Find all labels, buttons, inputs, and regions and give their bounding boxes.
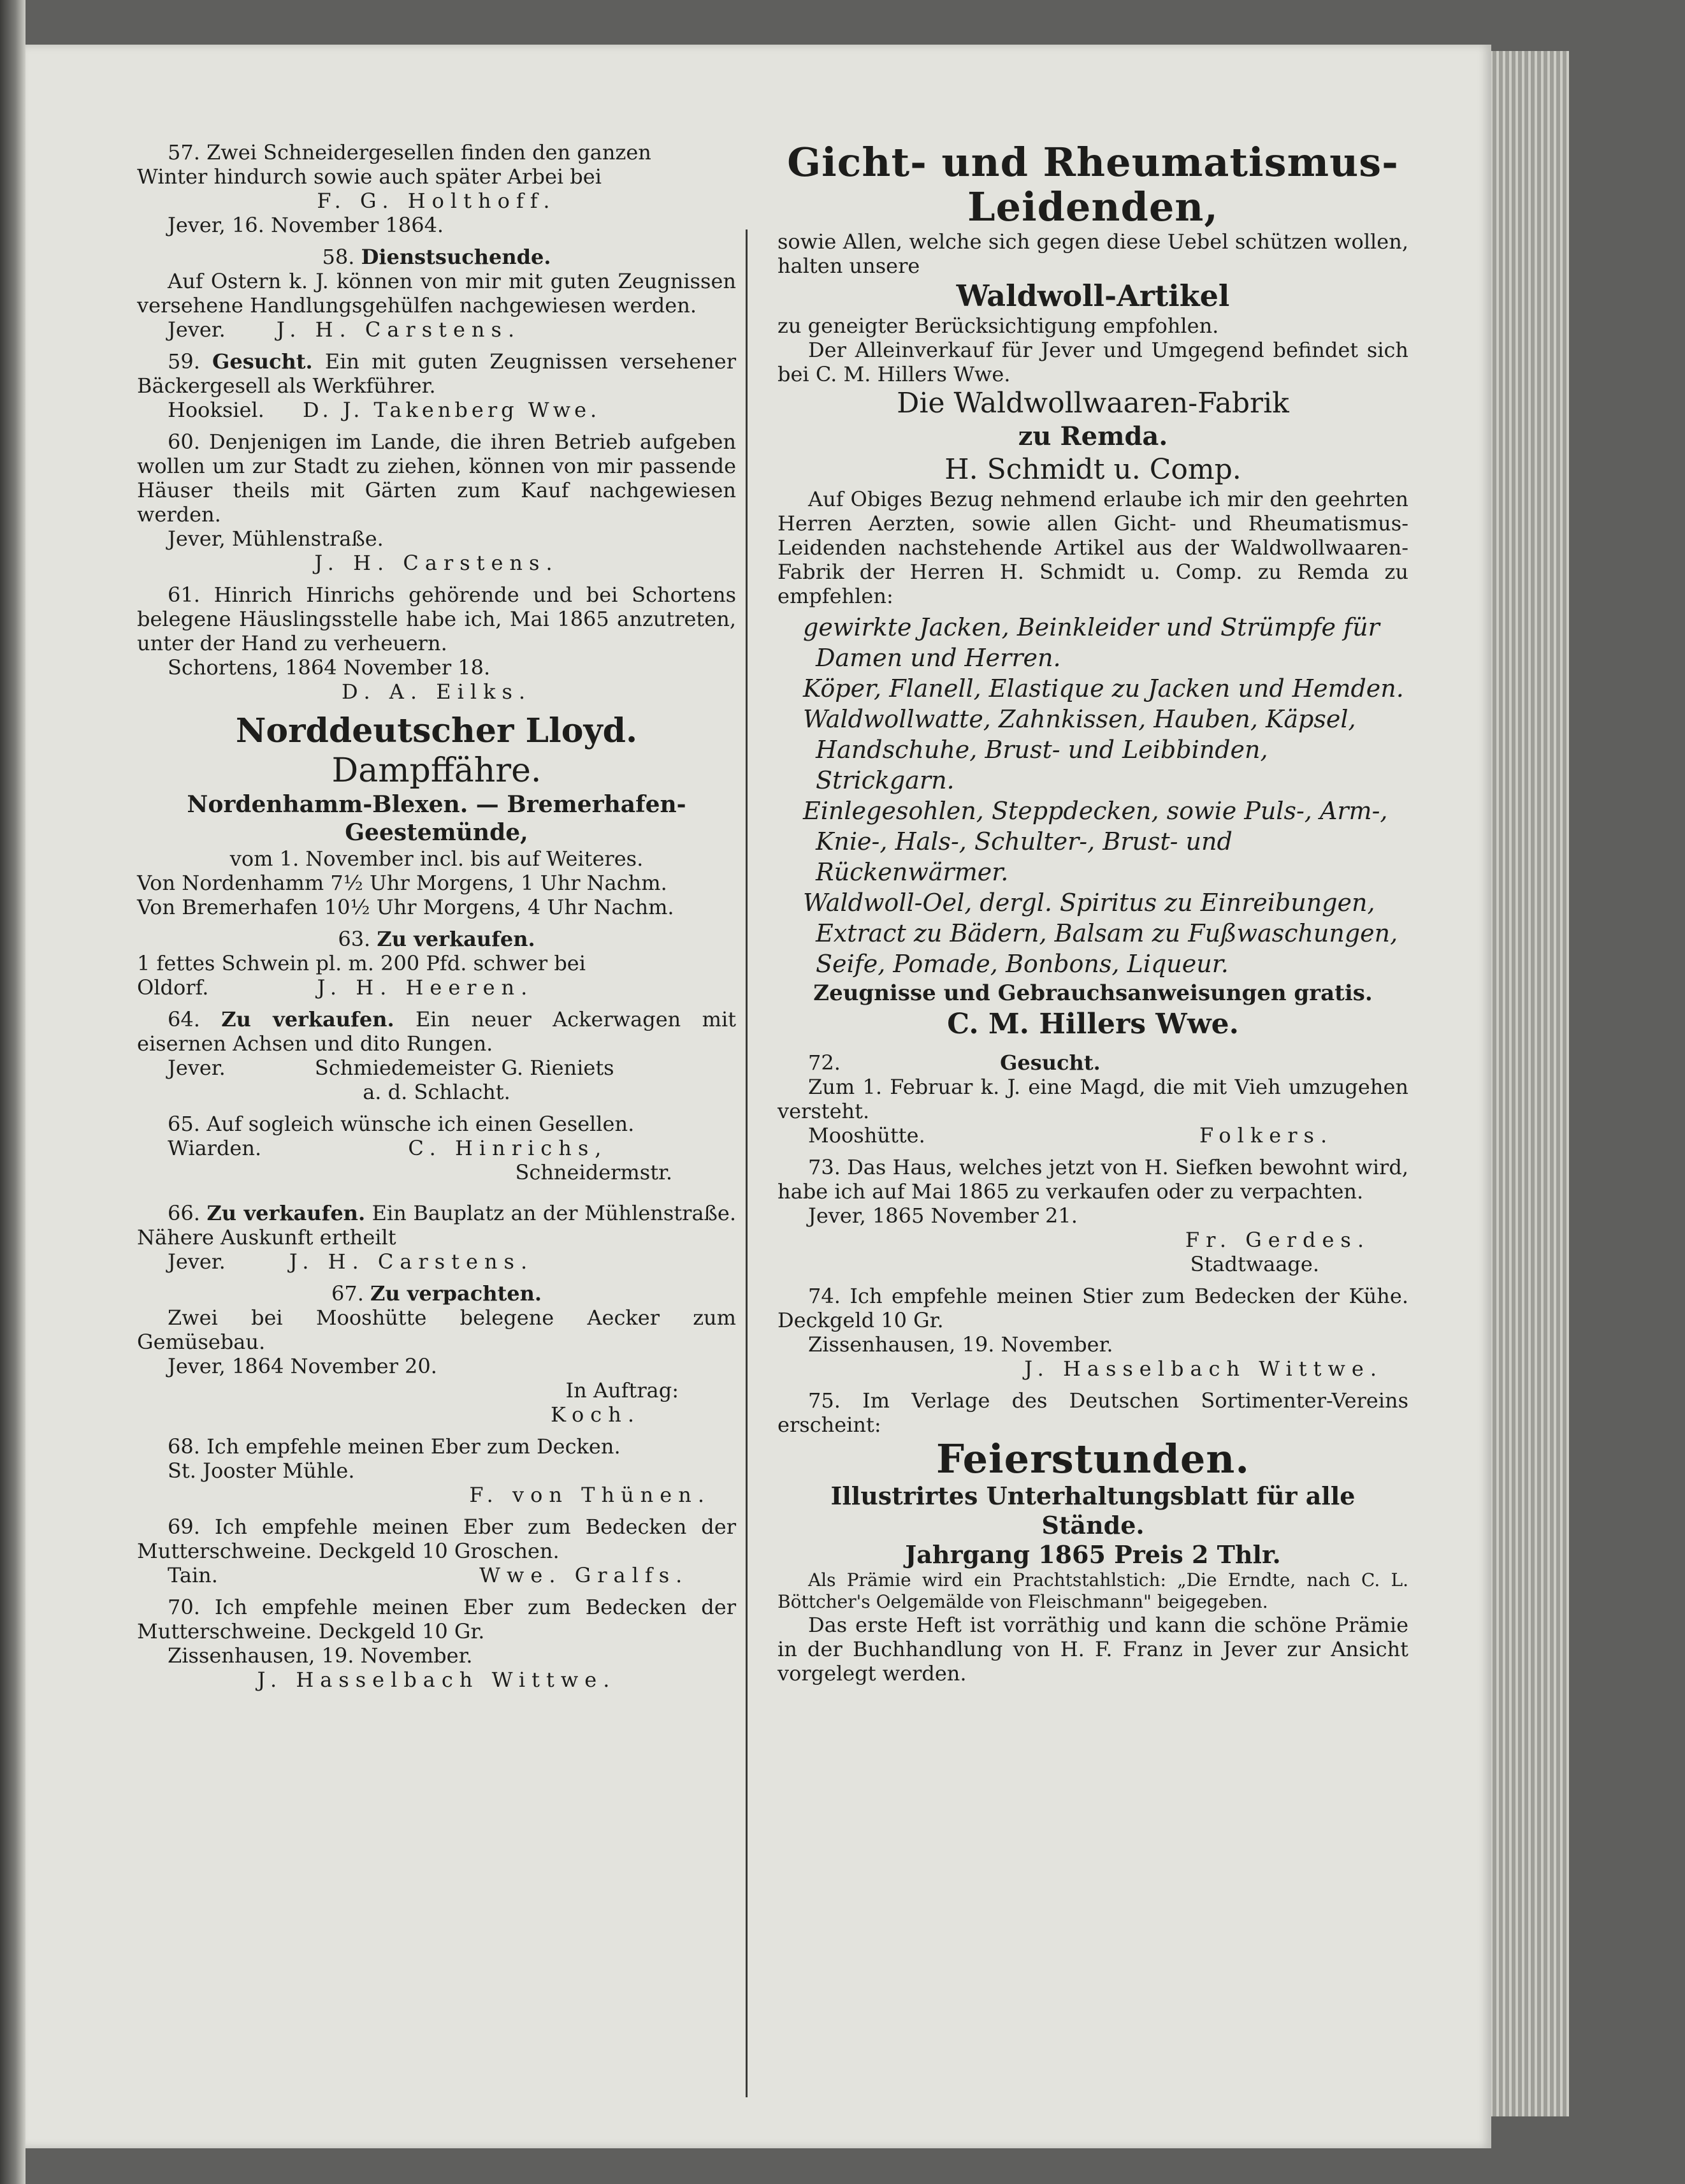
- ad-63-number: 63.: [338, 927, 371, 951]
- ad-68-signature: F. von Thünen.: [469, 1483, 711, 1507]
- gicht-item-2: Köper, Flanell, Elastique zu Jacken und Hemden.: [803, 674, 1404, 703]
- ad-68: [137, 1434, 736, 1507]
- gicht-body: Auf Obiges Bezug nehmend erlaube ich mir den geehrten Herren Aerzten, sowie allen Gicht- und Rheumatismus-Leidenden nachstehende Artikel aus der Waldwollwaaren-Fabrik der Herren H. Schmidt u. Comp. zu Remda zu empfehlen:: [777, 487, 1408, 608]
- ad-63-heading: Zu verkaufen.: [377, 927, 535, 951]
- left-column: [137, 140, 736, 1700]
- ad-68-body: 68. Ich empfehle meinen Eber zum Decken.: [168, 1434, 621, 1459]
- ad-60-body: 60. Denjenigen im Lande, die ihren Betrieb aufgeben wollen um zur Stadt zu ziehen, können von mir passende Häuser theils mit Gärten zum Kauf nachgewiesen werden.: [137, 430, 736, 527]
- newspaper-page: [25, 45, 1491, 2148]
- ad-60: [137, 430, 736, 575]
- gicht-recommendation: zu geneigter Berücksichtigung empfohlen.: [777, 314, 1219, 338]
- ad-69-body: 69. Ich empfehle meinen Eber zum Bedecken der Mutterschweine. Deckgeld 10 Groschen.: [137, 1515, 736, 1563]
- gicht-fabrik-location: zu Remda.: [1018, 421, 1168, 451]
- ad-57: [137, 140, 736, 237]
- lloyd-validity: vom 1. November incl. bis auf Weiteres.: [229, 847, 644, 871]
- gicht-firm: H. Schmidt u. Comp.: [944, 453, 1241, 486]
- column-rule: [746, 229, 748, 2097]
- ad-68-place: St. Jooster Mühle.: [168, 1459, 355, 1483]
- ad-73-body: 73. Das Haus, welches jetzt von H. Siefken bewohnt wird, habe ich auf Mai 1865 zu verkaufen oder zu verpachten.: [777, 1155, 1408, 1204]
- ad-66-place: Jever.: [168, 1249, 226, 1274]
- gicht-fabrik: Die Waldwollwaaren-Fabrik: [897, 387, 1289, 419]
- ad-58-place: Jever.: [168, 317, 226, 342]
- ad-65-place: Wiarden.: [168, 1136, 262, 1160]
- book-spine: [0, 0, 25, 2184]
- gicht-footer: Zeugnisse und Gebrauchsanweisungen gratis.: [813, 980, 1373, 1006]
- ad-60-place: Jever, Mühlenstraße.: [168, 527, 384, 551]
- ad-57-place: Jever, 16. November 1864.: [168, 213, 444, 237]
- ad-67-heading: Zu verpachten.: [370, 1281, 542, 1306]
- lloyd-route-line2: Geestemünde,: [345, 819, 528, 846]
- gicht-title-line2: Leidenden,: [967, 184, 1219, 230]
- ad-67-signature: In Auftrag:: [565, 1378, 679, 1402]
- ad-58-body: Auf Ostern k. J. können von mir mit guten Zeugnissen versehene Handlungsgehülfen nachgewiesen werden.: [137, 269, 736, 317]
- ad-66: [137, 1201, 736, 1274]
- ad-59-number: 59.: [168, 349, 200, 374]
- ad-lloyd: [137, 711, 736, 919]
- ad-59-heading: Gesucht.: [212, 349, 313, 374]
- ad-64-place: Jever.: [168, 1056, 226, 1080]
- ad-70-place: Zissenhausen, 19. November.: [168, 1643, 473, 1668]
- ad-58: [137, 245, 736, 342]
- right-column: [777, 140, 1408, 1685]
- gicht-signature: C. M. Hillers Wwe.: [947, 1008, 1239, 1040]
- ad-74: [777, 1284, 1408, 1381]
- ad-63: [137, 927, 736, 1000]
- ad-70: [137, 1595, 736, 1692]
- ad-59-place: Hooksiel.: [168, 398, 264, 422]
- ad-60-signature: J. H. Carstens.: [314, 551, 559, 575]
- gicht-dealer: Der Alleinverkauf für Jever und Umgegend befindet sich bei C. M. Hillers Wwe.: [777, 338, 1408, 386]
- ad-65: [137, 1112, 736, 1184]
- ad-58-signature: J. H. Carstens.: [276, 317, 521, 342]
- ad-gicht: [777, 140, 1408, 1042]
- ad-61: [137, 583, 736, 704]
- ad-64-number: 64.: [168, 1007, 200, 1031]
- ad-64: [137, 1007, 736, 1104]
- ad-74-body: 74. Ich empfehle meinen Stier zum Bedecken der Kühe. Deckgeld 10 Gr.: [777, 1284, 1408, 1332]
- gicht-item-5: Waldwoll-Oel, dergl. Spiritus zu Einreibungen, Extract zu Bädern, Balsam zu Fußwaschungen, Seife, Pomade, Bonbons, Liqueur.: [803, 889, 1398, 978]
- ad-59: [137, 349, 736, 422]
- ad-57-line1: 57. Zwei Schneidergesellen finden den ganzen: [168, 140, 651, 164]
- ad-72-heading: Gesucht.: [1000, 1051, 1101, 1075]
- ad-61-body: 61. Hinrich Hinrichs gehörende und bei Schortens belegene Häuslingsstelle habe ich, Mai 1865 anzutreten, unter der Hand zu verheuern.: [137, 583, 736, 655]
- gicht-item-4: Einlegesohlen, Steppdecken, sowie Puls-, Arm-, Knie-, Hals-, Schulter-, Brust- und Rückenwärmer.: [803, 797, 1388, 886]
- ad-63-signature: J. H. Heeren.: [317, 975, 534, 1000]
- ad-75-body: 75. Im Verlage des Deutschen Sortimenter-Vereins erscheint:: [777, 1388, 1408, 1437]
- ad-66-signature: J. H. Carstens.: [289, 1249, 534, 1274]
- lloyd-schedule-bremerhafen: Von Bremerhafen 10½ Uhr Morgens, 4 Uhr Nachm.: [137, 895, 674, 919]
- ad-75-year-price: Jahrgang 1865 Preis 2 Thlr.: [905, 1540, 1281, 1569]
- ad-64-heading: Zu verkaufen.: [221, 1007, 394, 1031]
- page-edges: [1479, 51, 1569, 2116]
- ad-64-signature-line2: a. d. Schlacht.: [363, 1080, 510, 1104]
- ad-72-body: Zum 1. Februar k. J. eine Magd, die mit Vieh umzugehen versteht.: [777, 1075, 1408, 1123]
- ad-72: [777, 1051, 1408, 1147]
- lloyd-title: Norddeutscher Lloyd.: [235, 711, 638, 750]
- ad-64-signature: Schmiedemeister G. Rieniets: [314, 1056, 614, 1080]
- ad-73-signature: Fr. Gerdes.: [1185, 1228, 1370, 1252]
- ad-75-subtitle-line1: Illustrirtes Unterhaltungsblatt für alle: [830, 1481, 1356, 1510]
- ad-65-signature: C. Hinrichs,: [408, 1136, 608, 1160]
- ad-61-place: Schortens, 1864 November 18.: [168, 655, 491, 680]
- ad-73-place: Jever, 1865 November 21.: [808, 1204, 1078, 1228]
- ad-59-body: Ein mit guten Zeugnissen versehener Bäckergesell als Werkführer.: [137, 349, 737, 398]
- ad-58-number: 58.: [322, 245, 355, 269]
- ad-69-place: Tain.: [168, 1563, 218, 1587]
- gicht-product: Waldwoll-Artikel: [956, 279, 1230, 313]
- ad-67-place: Jever, 1864 November 20.: [168, 1354, 437, 1378]
- ad-69-signature: Wwe. Gralfs.: [479, 1563, 689, 1587]
- ad-65-signature-line2: Schneidermstr.: [515, 1160, 672, 1184]
- ad-63-place: Oldorf.: [137, 975, 209, 1000]
- ad-58-heading: Dienstsuchende.: [361, 245, 551, 269]
- ad-66-heading: Zu verkaufen.: [206, 1201, 366, 1225]
- ad-67-body: Zwei bei Mooshütte belegene Aecker zum Gemüsebau.: [137, 1306, 736, 1354]
- ad-74-place: Zissenhausen, 19. November.: [808, 1332, 1113, 1357]
- gicht-item-3: Waldwollwatte, Zahnkissen, Hauben, Käpsel, Handschuhe, Brust- und Leibbinden, Strickgarn.: [803, 705, 1356, 794]
- ad-57-line2: Winter hindurch sowie auch später Arbei bei: [137, 164, 602, 189]
- ad-63-body: 1 fettes Schwein pl. m. 200 Pfd. schwer bei: [137, 951, 586, 975]
- ad-69: [137, 1515, 736, 1587]
- ad-59-signature: D. J. Takenberg Wwe.: [303, 398, 601, 422]
- ad-75: [777, 1388, 1408, 1685]
- ad-75-title: Feierstunden.: [936, 1436, 1250, 1482]
- ad-73: [777, 1155, 1408, 1276]
- ad-75-note: Das erste Heft ist vorräthig und kann die schöne Prämie in der Buchhandlung von H. F. Franz in Jever zur Ansicht vorgelegt werden.: [777, 1613, 1408, 1685]
- ad-73-signature-line2: Stadtwaage.: [1190, 1252, 1319, 1276]
- lloyd-subtitle: Dampffähre.: [331, 752, 542, 790]
- ad-72-number: 72.: [808, 1051, 841, 1075]
- ad-75-premium: Als Prämie wird ein Prachtstahlstich: „Die Erndte, nach C. L. Böttcher's Oelgemälde von Fleischmann" beigegeben.: [777, 1569, 1408, 1612]
- ad-72-place: Mooshütte.: [808, 1123, 925, 1147]
- gicht-intro: sowie Allen, welche sich gegen diese Uebel schützen wollen, halten unsere: [777, 229, 1408, 278]
- ad-74-signature: J. Hasselbach Wittwe.: [1024, 1357, 1383, 1381]
- lloyd-schedule-nordenhamm: Von Nordenhamm 7½ Uhr Morgens, 1 Uhr Nachm.: [137, 871, 667, 895]
- ad-70-signature: J. Hasselbach Wittwe.: [257, 1668, 616, 1692]
- ad-67-number: 67.: [331, 1281, 364, 1306]
- ad-65-body: 65. Auf sogleich wünsche ich einen Gesellen.: [168, 1112, 635, 1136]
- gicht-title-line1: Gicht- und Rheumatismus-: [787, 139, 1399, 186]
- ad-64-body: Ein neuer Ackerwagen mit eisernen Achsen und dito Rungen.: [137, 1007, 737, 1056]
- ad-67: [137, 1281, 736, 1427]
- ad-70-body: 70. Ich empfehle meinen Eber zum Bedecken der Mutterschweine. Deckgeld 10 Gr.: [137, 1595, 736, 1643]
- ad-57-signature: F. G. Holthoff.: [317, 189, 556, 213]
- ad-75-subtitle-line2: Stände.: [1041, 1511, 1145, 1540]
- ad-66-body: Ein Bauplatz an der Mühlenstraße. Nähere Auskunft ertheilt: [137, 1201, 737, 1249]
- lloyd-route-line1: Nordenhamm-Blexen. — Bremerhafen-: [187, 791, 686, 818]
- gicht-item-1: gewirkte Jacken, Beinkleider und Strümpfe für Damen und Herren.: [803, 613, 1380, 672]
- ad-66-number: 66.: [168, 1201, 200, 1225]
- ad-72-signature: Folkers.: [1199, 1123, 1334, 1147]
- ad-61-signature: D. A. Eilks.: [341, 680, 532, 704]
- ad-67-signature-line2: Koch.: [550, 1402, 640, 1427]
